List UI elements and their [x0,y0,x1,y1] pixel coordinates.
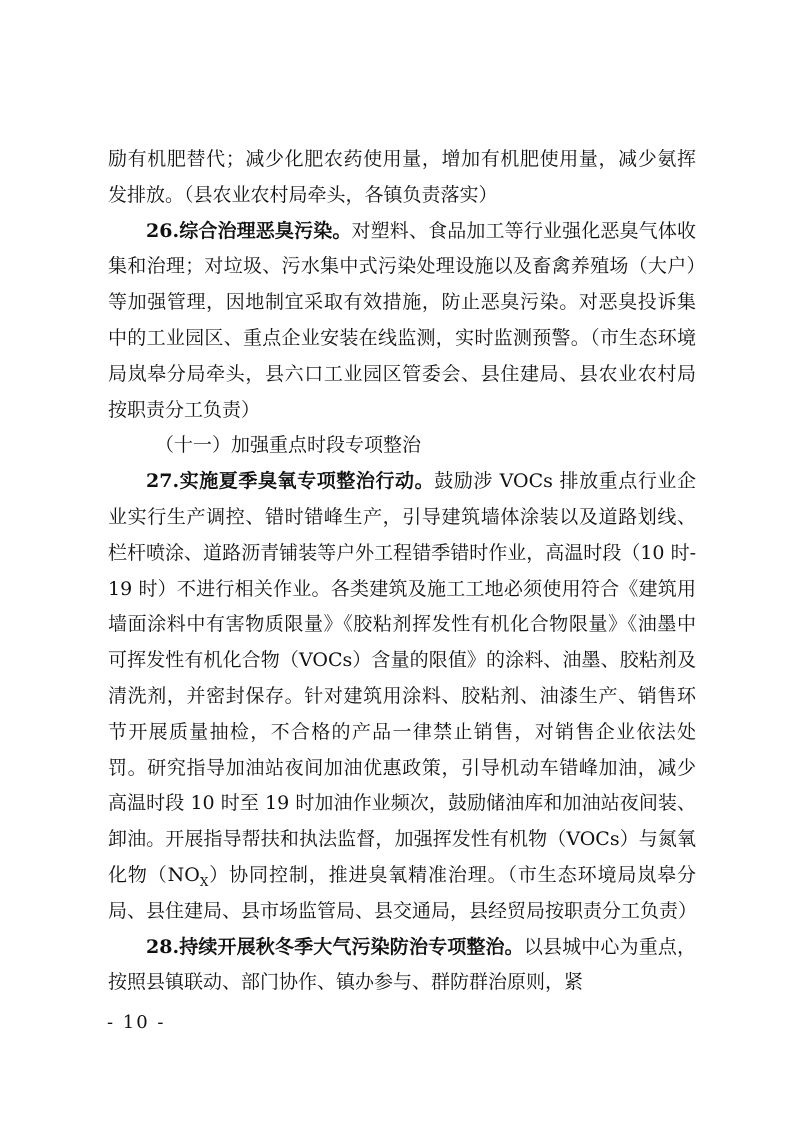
paragraph-fertilizer-text: 励有机肥替代；减少化肥农药使用量，增加有机肥使用量，减少氨挥发排放。（县农业农村局牵头，各镇负责落实） [108,148,696,206]
section-heading: （十一）加强重点时段专项整治 [155,434,422,457]
item-26-title: 26.综合治理恶臭污染。 [146,219,352,242]
item-27-body-end: ）协同控制，推进臭氧精准治理。（市生态环境局岚皋分局、县住建局、县市场监管局、县交通局，县经贸局按职责分工负责） [108,863,698,922]
item-28-title: 28.持续开展秋冬季大气污染防治专项整治。 [146,935,524,958]
item-27-title: 27.实施夏季臭氧专项整治行动。 [146,470,435,493]
item-28-body: 以县城中心为重点，按照县镇联动、部门协作、镇办参与、群防群治原则，紧 [108,935,696,994]
item-27-body: 鼓励涉 VOCs 排放重点行业企业实行生产调控、错时错峰生产，引导建筑墙体涂装以及道路划线、栏杆喷涂、道路沥青铺装等户外工程错季错时作业，高温时段（10 时-19 时）不进行相关作业。各类建筑及施工工地必须使用符合《建筑用墙面涂料中有害物质限量》《胶粘剂挥发性有机化合物限量》《油墨中可挥发性有机化合物（VOCs）含量的限值》的涂料、油墨、胶粘剂及清洗剂，并密封保存。针对建筑用涂料、胶粘剂、油漆生产、销售环节开展质量抽检，不合格的产品一律禁止销售，对销售企业依法处罚。研究指导加油站夜间加油优惠政策，引导机动车错峰加油，减少高温时段 10 时至 19 时加油作业频次，鼓励储油库和加油站夜间装、卸油。开展指导帮扶和执法监督，加强挥发性有机物（VOCs）与氮氧化物（NO [108,470,696,886]
page-number: - 10 - [107,1012,166,1033]
item-26-body: 对塑料、食品加工等行业强化恶臭气体收集和治理；对垃圾、污水集中式污染处理设施以及畜禽养殖场（大户）等加强管理，因地制宜采取有效措施，防止恶臭污染。对恶臭投诉集中的工业园区、重点企业安装在线监测，实时监测预警。（市生态环境局岚皋分局牵头，县六口工业园区管委会、县住建局、县农业农村局按职责分工负责） [108,219,696,421]
document-body [108,142,696,1001]
paragraph-item-27 [108,464,696,929]
item-27-subscript: X [199,874,209,889]
paragraph-item-28 [108,930,696,1002]
paragraph-fertilizer [108,142,696,214]
paragraph-item-26 [108,214,696,429]
